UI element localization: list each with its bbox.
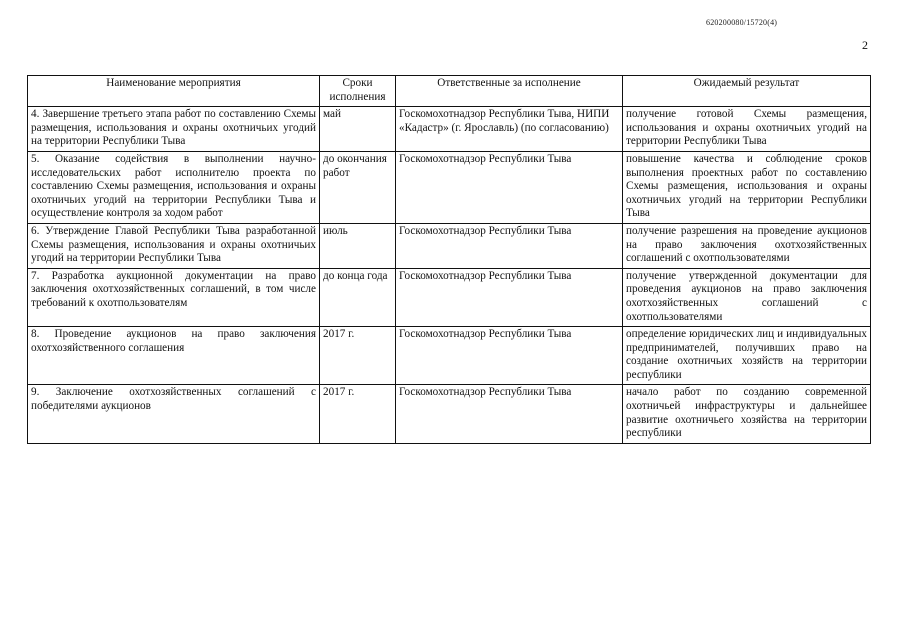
column-header-activity: Наименование мероприятия	[28, 76, 320, 107]
responsible-cell: Госкомохотнадзор Республики Тыва, НИПИ «Кадастр» (г. Ярославль) (по согласованию)	[396, 107, 623, 152]
result-cell: получение утвержденной документации для проведения аукционов на право заключения охотхозяйственных соглашений с охотпользователями	[623, 268, 871, 326]
page-number: 2	[862, 38, 868, 52]
deadline-cell: 2017 г.	[320, 385, 396, 443]
deadline-cell: до окончания работ	[320, 151, 396, 223]
responsible-cell: Госкомохотнадзор Республики Тыва	[396, 223, 623, 268]
result-cell: определение юридических лиц и индивидуальных предпринимателей, получивших право на создание охотничьих хозяйств на территории республики	[623, 327, 871, 385]
responsible-cell: Госкомохотнадзор Республики Тыва	[396, 151, 623, 223]
table-row	[28, 268, 871, 326]
document-id: 620200080/15720(4)	[706, 18, 778, 27]
activity-cell: 8. Проведение аукционов на право заключения охотхозяйственного соглашения	[28, 327, 320, 385]
responsible-cell: Госкомохотнадзор Республики Тыва	[396, 385, 623, 443]
responsible-cell: Госкомохотнадзор Республики Тыва	[396, 268, 623, 326]
activities-table	[27, 75, 871, 444]
result-cell: повышение качества и соблюдение сроков выполнения проектных работ по составлению Схемы размещения, использования и охраны охотничьих угодий на территории Республики Тыва	[623, 151, 871, 223]
activity-cell: 4. Завершение третьего этапа работ по составлению Схемы размещения, использования и охраны охотничьих угодий на территории Республики Тыва	[28, 107, 320, 152]
result-cell: получение разрешения на проведение аукционов на право заключения охотхозяйственных соглашений с охотпользователями	[623, 223, 871, 268]
table-header-row	[28, 76, 871, 107]
activity-cell: 6. Утверждение Главой Республики Тыва разработанной Схемы размещения, использования и охраны охотничьих угодий на территории Республики Тыва	[28, 223, 320, 268]
deadline-cell: 2017 г.	[320, 327, 396, 385]
deadline-cell: июль	[320, 223, 396, 268]
column-header-result: Ожидаемый результат	[623, 76, 871, 107]
deadline-cell: май	[320, 107, 396, 152]
table-row	[28, 327, 871, 385]
column-header-deadline: Сроки исполнения	[320, 76, 396, 107]
result-cell: получение готовой Схемы размещения, использования и охраны охотничьих угодий на территории Республики Тыва	[623, 107, 871, 152]
activity-cell: 9. Заключение охотхозяйственных соглашений с победителями аукционов	[28, 385, 320, 443]
result-cell: начало работ по созданию современной охотничьей инфраструктуры и дальнейшее развитие охотничьего хозяйства на территории республики	[623, 385, 871, 443]
table-row	[28, 385, 871, 443]
table-row	[28, 107, 871, 152]
table-row	[28, 151, 871, 223]
table-row	[28, 223, 871, 268]
responsible-cell: Госкомохотнадзор Республики Тыва	[396, 327, 623, 385]
activity-cell: 5. Оказание содействия в выполнении научно-исследовательских работ исполнителю проекта по составлению Схемы размещения, использования и охраны охотничьих угодий на территории Республики Тыва и осуществление контроля за ходом работ	[28, 151, 320, 223]
activity-cell: 7. Разработка аукционной документации на право заключения охотхозяйственных соглашений, в том числе требований к охотпользователям	[28, 268, 320, 326]
column-header-responsible: Ответственные за исполнение	[396, 76, 623, 107]
deadline-cell: до конца года	[320, 268, 396, 326]
